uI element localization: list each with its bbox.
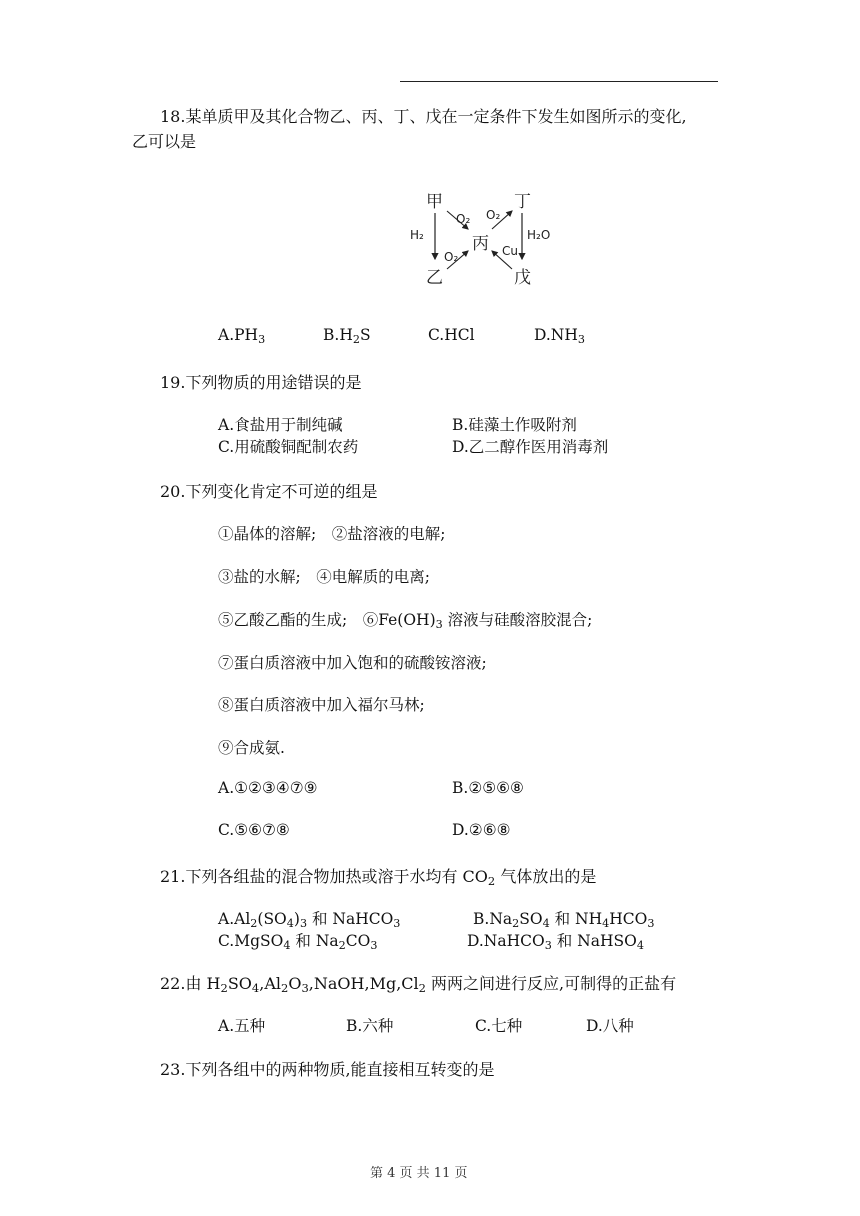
q21-option-b[interactable]: $B.Na_2SO_4$ 和 $NH_4HCO_3$	[473, 910, 655, 931]
diagram-jia: 甲	[426, 192, 443, 212]
q20-option-a[interactable]: A.①②③④⑦⑨	[218, 779, 318, 797]
q23-stem: 23.下列各组中的两种物质,能直接相互转变的是	[160, 1060, 495, 1079]
q20-item: ③盐的水解; ④电解质的电离;	[218, 568, 430, 586]
diagram-wu: 戊	[514, 268, 531, 288]
q20-item: ⑤乙酸乙酯的生成; $⑥Fe(OH)_3$ 溶液与硅酸溶胶混合;	[218, 611, 593, 632]
q20-item: ⑦蛋白质溶液中加入饱和的硫酸铵溶液;	[218, 654, 487, 672]
q22-option-c[interactable]: C.七种	[475, 1017, 523, 1035]
q18-stem-line2: 乙可以是	[132, 132, 197, 151]
label-cu: Cu	[502, 244, 518, 258]
q18-option-b[interactable]: $B.H_2S$	[323, 326, 371, 347]
q18-option-d[interactable]: $D.NH_3$	[534, 326, 585, 347]
q20-stem: 20.下列变化肯定不可逆的组是	[160, 482, 378, 501]
q18-option-a[interactable]: $A.PH_3$	[218, 326, 266, 347]
label-o2-c: O₂	[444, 250, 459, 264]
q19-option-c[interactable]: C.用硫酸铜配制农药	[218, 438, 359, 456]
q19-option-a[interactable]: A.食盐用于制纯碱	[218, 416, 343, 434]
answer-underline	[400, 81, 718, 82]
q20-item: ⑨合成氨.	[218, 739, 285, 757]
q21-stem: 21.下列各组盐的混合物加热或溶于水均有 $CO_2$ 气体放出的是	[160, 867, 597, 889]
q20-item: ①晶体的溶解; ②盐溶液的电解;	[218, 525, 446, 543]
label-h2: H₂	[410, 228, 424, 242]
q18-reaction-diagram	[404, 187, 574, 297]
diagram-bing: 丙	[472, 234, 489, 254]
diagram-ding: 丁	[514, 192, 531, 212]
label-h2o: H₂O	[527, 228, 551, 242]
q22-stem: 22.由 $H_2SO_4,Al_2O_3,NaOH,Mg,Cl_2$ 两两之间进行反应,可制得的正盐有	[160, 974, 677, 996]
q22-option-a[interactable]: A.五种	[218, 1017, 266, 1035]
q20-option-d[interactable]: D.②⑥⑧	[452, 821, 511, 839]
q22-option-b[interactable]: B.六种	[346, 1017, 394, 1035]
q19-option-d[interactable]: D.乙二醇作医用消毒剂	[452, 438, 609, 456]
diagram-yi: 乙	[426, 268, 443, 288]
q18-option-c[interactable]: C.HCl	[428, 326, 475, 344]
q20-option-c[interactable]: C.⑤⑥⑦⑧	[218, 821, 290, 839]
q18-stem-line1: 18.某单质甲及其化合物乙、丙、丁、戊在一定条件下发生如图所示的变化,	[160, 107, 687, 126]
q19-stem: 19.下列物质的用途错误的是	[160, 373, 362, 392]
q22-option-d[interactable]: D.八种	[586, 1017, 634, 1035]
q20-option-b[interactable]: B.②⑤⑥⑧	[452, 779, 524, 797]
q21-option-c[interactable]: C.MgSO$_4$ 和 $Na_2CO_3$	[218, 932, 378, 953]
label-o2-b: O₂	[486, 208, 501, 222]
q21-option-a[interactable]: $A.Al_2(SO_4)_3$ 和 NaHCO$_3$	[218, 910, 401, 931]
q19-option-b[interactable]: B.硅藻土作吸附剂	[452, 416, 577, 434]
q20-item: ⑧蛋白质溶液中加入福尔马林;	[218, 696, 425, 714]
q21-option-d[interactable]: D.NaHCO$_3$ 和 NaHSO$_4$	[467, 932, 644, 953]
label-o2-a: O₂	[456, 212, 471, 226]
page-footer: 第 4 页 共 11 页	[370, 1166, 468, 1181]
